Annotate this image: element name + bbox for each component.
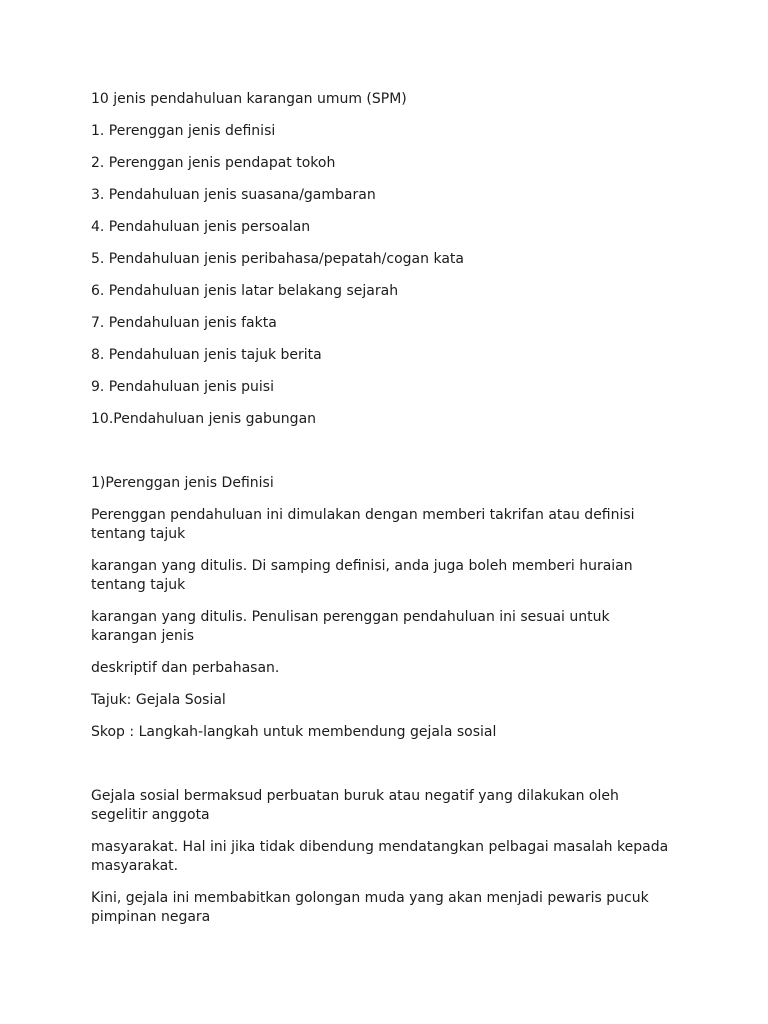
section-spacer bbox=[91, 755, 678, 787]
section-spacer bbox=[91, 442, 678, 474]
paragraph: deskriptif dan perbahasan. bbox=[91, 660, 280, 676]
list-item: 5. Pendahuluan jenis peribahasa/pepatah/cogan kata bbox=[91, 251, 464, 267]
list-item: 7. Pendahuluan jenis fakta bbox=[91, 315, 277, 331]
section-heading: 1)Perenggan jenis Definisi bbox=[91, 475, 274, 491]
paragraph: karangan yang ditulis. Penulisan perenggan pendahuluan ini sesuai untuk karangan jenis bbox=[91, 609, 610, 644]
tajuk-line: Tajuk: Gejala Sosial bbox=[91, 692, 226, 708]
example-paragraph: masyarakat. Hal ini jika tidak dibendung mendatangkan pelbagai masalah kepada masyarakat. bbox=[91, 839, 669, 874]
list-item: 8. Pendahuluan jenis tajuk berita bbox=[91, 347, 322, 363]
paragraph: Perenggan pendahuluan ini dimulakan dengan memberi takrifan atau definisi tentang tajuk bbox=[91, 507, 635, 542]
list-item: 9. Pendahuluan jenis puisi bbox=[91, 379, 274, 395]
list-item: 10.Pendahuluan jenis gabungan bbox=[91, 411, 317, 427]
skop-line: Skop : Langkah-langkah untuk membendung gejala sosial bbox=[91, 724, 497, 740]
example-paragraph: Kini, gejala ini membabitkan golongan muda yang akan menjadi pewaris pucuk pimpinan negara bbox=[91, 890, 649, 925]
document-title: 10 jenis pendahuluan karangan umum (SPM) bbox=[91, 91, 407, 107]
list-item: 4. Pendahuluan jenis persoalan bbox=[91, 219, 311, 235]
paragraph: karangan yang ditulis. Di samping definisi, anda juga boleh memberi huraian tentang tajuk bbox=[91, 558, 633, 593]
list-item: 6. Pendahuluan jenis latar belakang sejarah bbox=[91, 283, 399, 299]
list-item: 2. Perenggan jenis pendapat tokoh bbox=[91, 155, 336, 171]
example-paragraph: Gejala sosial bermaksud perbuatan buruk atau negatif yang dilakukan oleh segelitir anggota bbox=[91, 788, 619, 823]
list-item: 3. Pendahuluan jenis suasana/gambaran bbox=[91, 187, 376, 203]
list-item: 1. Perenggan jenis definisi bbox=[91, 123, 276, 139]
